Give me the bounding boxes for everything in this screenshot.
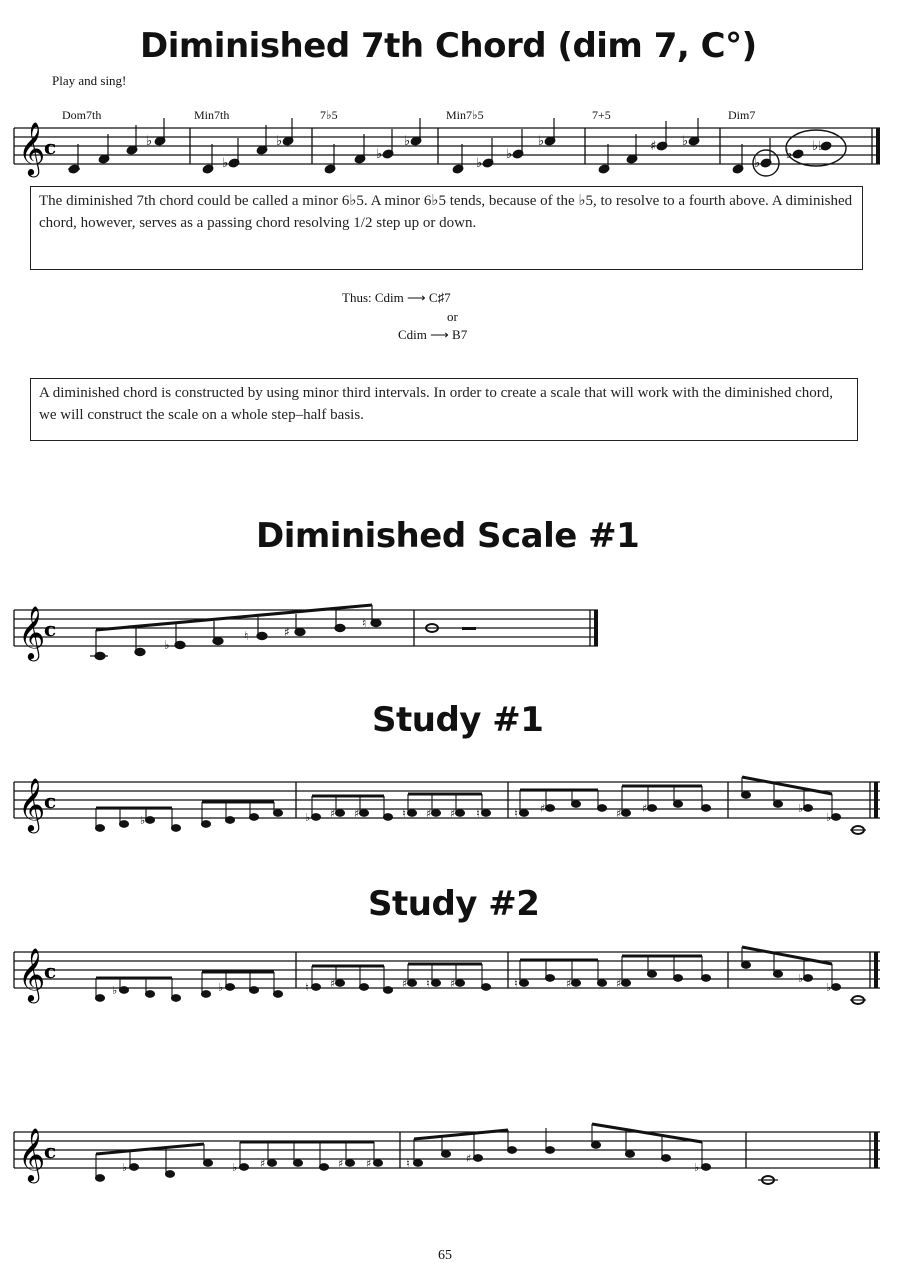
study1-staff — [0, 772, 900, 852]
treble-clef-icon: 𝄞 — [18, 1127, 46, 1181]
svg-text:♯: ♯ — [426, 807, 432, 820]
treble-clef-icon: 𝄞 — [18, 121, 46, 175]
chord-label-min7b5: Min7♭5 — [446, 108, 484, 122]
svg-text:♭: ♭ — [476, 156, 483, 171]
treble-clef-icon: 𝄞 — [18, 605, 46, 659]
svg-text:♭: ♭ — [798, 972, 804, 985]
common-time-icon: c — [44, 617, 57, 641]
chord-label-dom7: Dom7th — [62, 108, 102, 122]
resolution-line-1: Thus: Cdim ⟶ C♯7 — [342, 290, 451, 305]
svg-text:♮: ♮ — [476, 807, 480, 820]
svg-text:♭: ♭ — [112, 984, 118, 997]
svg-text:♮: ♮ — [362, 616, 367, 630]
play-sing-instruction: Play and sing! — [52, 73, 127, 88]
svg-text:♭: ♭ — [140, 814, 146, 827]
svg-text:♭♭: ♭♭ — [812, 139, 825, 154]
treble-clef-icon: 𝄞 — [18, 777, 46, 831]
svg-text:♯: ♯ — [354, 807, 360, 820]
scale-staff — [0, 600, 900, 680]
svg-text:♯: ♯ — [616, 807, 622, 820]
chord-label-dim7: Dim7 — [728, 108, 756, 122]
svg-text:♯: ♯ — [330, 977, 336, 990]
svg-text:♭: ♭ — [218, 981, 224, 994]
svg-text:♮: ♮ — [514, 977, 518, 990]
svg-text:♯: ♯ — [616, 977, 622, 990]
common-time-icon: c — [44, 789, 57, 813]
study2-staff-2 — [0, 1122, 900, 1202]
common-time-icon: c — [44, 135, 57, 159]
svg-text:♭: ♭ — [538, 134, 545, 149]
svg-text:♯: ♯ — [450, 977, 456, 990]
svg-text:♮: ♮ — [402, 807, 406, 820]
construction-box: A diminished chord is constructed by using minor third intervals. In order to create a scale that will work with the diminished chord, we will construct the scale on a whole step–half basis. — [30, 378, 858, 441]
common-time-icon: c — [44, 1139, 57, 1163]
page-title: Diminished 7th Chord (dim 7, C°) — [140, 26, 757, 66]
chord-staff — [0, 118, 900, 188]
svg-text:♭: ♭ — [694, 1161, 700, 1174]
common-time-icon: c — [44, 959, 57, 983]
study1-title: Study #1 — [372, 700, 544, 740]
svg-text:♮: ♮ — [406, 1157, 410, 1170]
svg-text:♯: ♯ — [402, 977, 408, 990]
svg-text:♭: ♭ — [376, 147, 383, 162]
page-number: 65 — [438, 1248, 452, 1263]
chord-label-7plus5: 7+5 — [592, 108, 611, 122]
svg-text:♭: ♭ — [164, 638, 170, 652]
definition-box: The diminished 7th chord could be called a minor 6♭5. A minor 6♭5 tends, because of the ♭5, to resolve to a fourth above. A diminished chord, however, serves as a passing chord resolving 1/2 step up or down. — [30, 186, 863, 270]
svg-text:♭: ♭ — [232, 1161, 238, 1174]
svg-text:♭: ♭ — [682, 134, 689, 149]
svg-text:♮: ♮ — [305, 981, 309, 994]
svg-text:♯: ♯ — [366, 1157, 372, 1170]
svg-text:♭: ♭ — [798, 802, 804, 815]
resolution-or: or — [447, 309, 458, 324]
svg-text:♯: ♯ — [260, 1157, 266, 1170]
svg-text:♭: ♭ — [146, 134, 153, 149]
chord-label-7b5: 7♭5 — [320, 108, 338, 122]
svg-text:♭: ♭ — [826, 811, 832, 824]
study2-title: Study #2 — [368, 884, 540, 924]
svg-text:♭: ♭ — [305, 811, 311, 824]
svg-text:♭: ♭ — [122, 1161, 128, 1174]
svg-text:♭: ♭ — [826, 981, 832, 994]
chord-label-min7: Min7th — [194, 108, 230, 122]
svg-text:♯: ♯ — [284, 625, 290, 639]
treble-clef-icon: 𝄞 — [18, 947, 46, 1001]
svg-text:♭: ♭ — [222, 156, 229, 171]
svg-text:♭: ♭ — [786, 147, 793, 162]
svg-text:♯: ♯ — [566, 977, 572, 990]
scale-title: Diminished Scale #1 — [256, 516, 640, 556]
svg-text:♭: ♭ — [754, 156, 761, 171]
svg-text:♯: ♯ — [450, 807, 456, 820]
svg-text:♮: ♮ — [426, 977, 430, 990]
svg-text:♯: ♯ — [650, 139, 657, 154]
svg-text:♭: ♭ — [506, 147, 513, 162]
study2-staff-1 — [0, 942, 900, 1022]
svg-text:♮: ♮ — [514, 807, 518, 820]
svg-text:♯: ♯ — [540, 802, 546, 815]
svg-text:♯: ♯ — [642, 802, 648, 815]
resolution-line-2: Cdim ⟶ B7 — [398, 327, 468, 342]
svg-text:♯: ♯ — [466, 1152, 472, 1165]
svg-text:♭: ♭ — [404, 134, 411, 149]
svg-text:♮: ♮ — [244, 629, 249, 643]
svg-text:♭: ♭ — [276, 134, 283, 149]
svg-text:♯: ♯ — [338, 1157, 344, 1170]
svg-text:♯: ♯ — [330, 807, 336, 820]
